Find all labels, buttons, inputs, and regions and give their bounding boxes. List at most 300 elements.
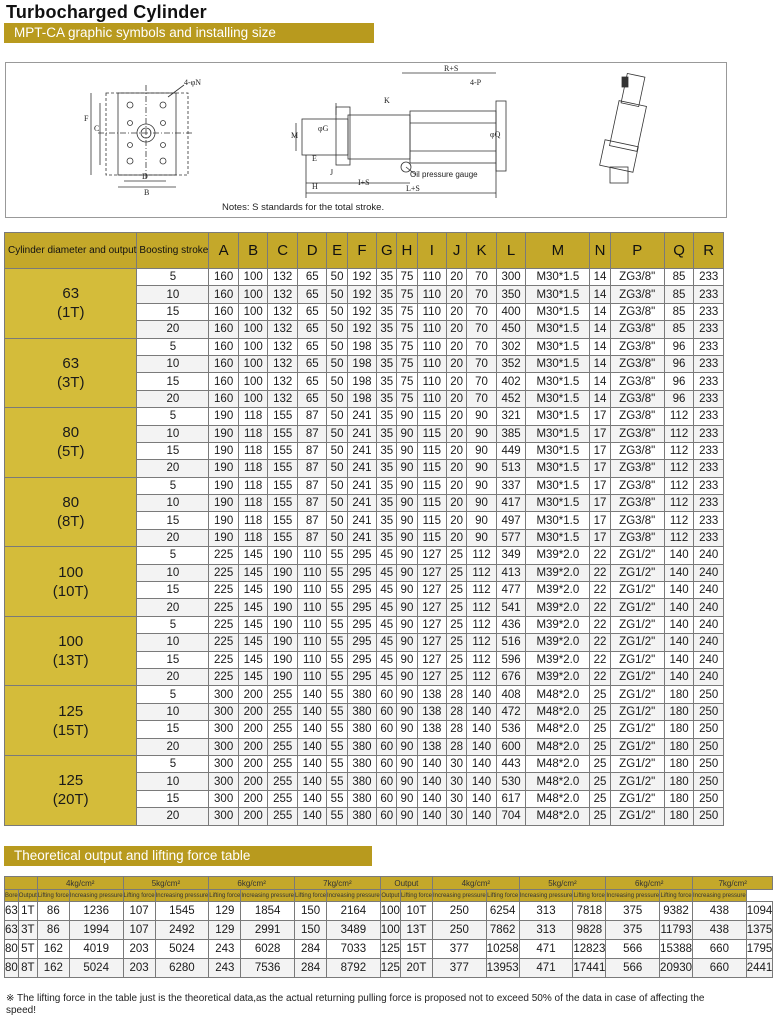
group-diameter: 100 [58,563,84,581]
spec-cell: 198 [347,373,377,390]
header-col-j: J [447,233,467,269]
spec-cell: 45 [377,599,397,616]
spec-cell: 349 [496,547,526,564]
label-g: φG [318,124,329,133]
spec-cell: 22 [590,651,610,668]
spec-cell: 190 [209,512,239,529]
force-cell: 10T [400,902,432,921]
spec-cell: 240 [694,634,724,651]
spec-cell: 65 [297,338,327,355]
spec-cell: 112 [467,564,497,581]
spec-cell: 15 [137,373,209,390]
spec-cell: 90 [467,529,497,546]
spec-cell: 132 [268,321,298,338]
spec-cell: 190 [268,634,298,651]
spec-cell: ZG1/2" [610,790,664,807]
spec-cell: 75 [397,390,417,407]
force-cell: 7033 [327,940,381,959]
spec-cell: 233 [694,373,724,390]
fh-output-b: Output [380,877,432,890]
spec-cell: 25 [590,755,610,772]
spec-cell: 127 [417,651,447,668]
label-k: K [384,96,390,105]
spec-cell: 132 [268,286,298,303]
fh-5kg-b: 5kg/cm² [519,877,606,890]
drawing-notes: Notes: S standards for the total stroke. [222,202,385,213]
spec-cell: 55 [327,582,347,599]
spec-cell: 65 [297,303,327,320]
spec-cell: 138 [417,703,447,720]
spec-cell: 155 [268,425,298,442]
spec-cell: 90 [397,738,417,755]
spec-cell: 140 [417,808,447,825]
spec-cell: 10 [137,634,209,651]
spec-cell: 233 [694,390,724,407]
spec-cell: 14 [590,321,610,338]
spec-cell: M39*2.0 [526,547,590,564]
force-cell: 566 [606,940,660,959]
spec-cell: ZG1/2" [610,547,664,564]
spec-cell: 110 [417,390,447,407]
label-r-s: R+S [444,64,459,73]
spec-cell: M30*1.5 [526,321,590,338]
spec-cell: 70 [467,373,497,390]
group-label [5,547,137,617]
spec-cell: 110 [297,564,327,581]
spec-cell: 90 [397,790,417,807]
force-cell: 203 [123,940,155,959]
group-diameter: 125 [58,772,84,790]
spec-cell: 25 [447,651,467,668]
spec-cell: 20 [447,321,467,338]
spec-cell: ZG3/8" [610,286,664,303]
spec-cell: 140 [297,790,327,807]
spec-cell: 140 [467,773,497,790]
spec-cell: 30 [447,808,467,825]
spec-cell: 145 [238,547,268,564]
spec-cell: 65 [297,321,327,338]
spec-cell: 140 [664,668,694,685]
spec-cell: ZG3/8" [610,390,664,407]
spec-cell: 17 [590,442,610,459]
label-l-s: L+S [406,184,420,193]
spec-cell: 96 [664,338,694,355]
spec-cell: 233 [694,338,724,355]
spec-cell: 25 [447,582,467,599]
group-output: (5T) [56,443,85,461]
spec-cell: 596 [496,651,526,668]
spec-cell: 90 [467,512,497,529]
spec-cell: ZG3/8" [610,408,664,425]
force-cell: 438 [693,921,747,940]
force-row [5,902,773,921]
spec-cell: M30*1.5 [526,373,590,390]
spec-cell: M39*2.0 [526,616,590,633]
spec-cell: 115 [417,408,447,425]
header-col-b: B [238,233,268,269]
spec-cell: 250 [694,721,724,738]
spec-cell: 110 [297,599,327,616]
spec-cell: 10 [137,286,209,303]
group-output: (20T) [52,791,89,809]
spec-cell: 160 [209,373,239,390]
spec-cell: 140 [417,755,447,772]
force-cell: 9382 [660,902,693,921]
spec-cell: 140 [297,808,327,825]
fh-4kg-b: 4kg/cm² [432,877,519,890]
spec-cell: M39*2.0 [526,599,590,616]
spec-cell: 132 [268,303,298,320]
header-col-m: M [526,233,590,269]
group-label [5,408,137,478]
spec-cell: 45 [377,547,397,564]
spec-cell: 127 [417,668,447,685]
spec-cell: 25 [447,668,467,685]
spec-cell: 241 [347,529,377,546]
spec-cell: 90 [467,425,497,442]
spec-cell: 45 [377,634,397,651]
force-cell: 1375 [746,921,773,940]
spec-cell: 10 [137,355,209,372]
spec-cell: 25 [590,738,610,755]
spec-cell: 160 [209,321,239,338]
spec-cell: 110 [417,321,447,338]
spec-cell: 190 [209,442,239,459]
spec-cell: 577 [496,529,526,546]
spec-cell: 180 [664,686,694,703]
force-cell: 20930 [660,959,693,978]
spec-cell: 90 [397,686,417,703]
spec-cell: 350 [496,286,526,303]
spec-cell: 50 [327,512,347,529]
spec-cell: 90 [397,668,417,685]
spec-cell: 25 [447,564,467,581]
spec-cell: 233 [694,460,724,477]
force-table [4,876,773,978]
spec-cell: 225 [209,564,239,581]
spec-cell: 138 [417,721,447,738]
force-cell: 3489 [327,921,381,940]
label-f: F [84,114,89,123]
group-diameter: 100 [58,633,84,651]
spec-cell: 118 [238,529,268,546]
spec-cell: 100 [238,286,268,303]
spec-cell: 160 [209,390,239,407]
spec-cell: 530 [496,773,526,790]
header-col-i: I [417,233,447,269]
spec-cell: 35 [377,529,397,546]
spec-cell: 295 [347,599,377,616]
spec-cell: 55 [327,721,347,738]
spec-cell: 140 [297,703,327,720]
spec-cell: 110 [297,634,327,651]
spec-cell: 60 [377,703,397,720]
spec-cell: 15 [137,582,209,599]
spec-cell: 30 [447,790,467,807]
spec-cell: M48*2.0 [526,773,590,790]
spec-cell: ZG3/8" [610,442,664,459]
spec-cell: 110 [417,373,447,390]
spec-cell: 110 [417,286,447,303]
spec-cell: 541 [496,599,526,616]
spec-cell: 180 [664,703,694,720]
spec-cell: 90 [467,442,497,459]
force-cell: 86 [37,921,69,940]
spec-cell: 155 [268,477,298,494]
spec-cell: 140 [664,582,694,599]
spec-cell: 241 [347,442,377,459]
spec-cell: 240 [694,651,724,668]
spec-cell: 45 [377,616,397,633]
fsub-cell: Lifting force [37,890,69,902]
spec-cell: 60 [377,790,397,807]
spec-cell: 400 [496,303,526,320]
spec-cell: 140 [417,773,447,790]
spec-cell: 477 [496,582,526,599]
spec-cell: 20 [447,477,467,494]
spec-cell: 443 [496,755,526,772]
force-cell: 243 [209,959,241,978]
force-cell: 2991 [241,921,295,940]
spec-cell: 15 [137,303,209,320]
spec-cell: 250 [694,686,724,703]
group-output: (10T) [52,582,89,600]
spec-cell: 190 [268,668,298,685]
spec-cell: M30*1.5 [526,460,590,477]
spec-cell: M30*1.5 [526,390,590,407]
spec-cell: 25 [590,790,610,807]
spec-cell: 90 [397,755,417,772]
spec-cell: 50 [327,425,347,442]
spec-cell: 96 [664,355,694,372]
spec-cell: 380 [347,703,377,720]
spec-cell: 240 [694,616,724,633]
force-cell: 6280 [155,959,209,978]
spec-cell: 233 [694,355,724,372]
spec-cell: 45 [377,564,397,581]
label-i-s: I+S [358,178,370,187]
spec-cell: 15 [137,442,209,459]
spec-cell: ZG1/2" [610,703,664,720]
spec-cell: 25 [590,773,610,790]
force-cell: 4019 [69,940,123,959]
group-diameter: 63 [62,285,80,303]
force-cell: 284 [295,940,327,959]
spec-cell: 380 [347,808,377,825]
spec-cell: 22 [590,599,610,616]
spec-cell: 35 [377,460,397,477]
spec-cell: ZG1/2" [610,755,664,772]
force-cell: 15388 [660,940,693,959]
spec-cell: ZG3/8" [610,303,664,320]
spec-cell: M30*1.5 [526,529,590,546]
force-cell: 5T [18,940,37,959]
force-cell: 162 [37,940,69,959]
force-cell: 15T [400,940,432,959]
force-cell: 2492 [155,921,209,940]
spec-cell: 35 [377,355,397,372]
force-row [5,959,773,978]
spec-cell: 112 [467,547,497,564]
spec-cell: ZG1/2" [610,564,664,581]
spec-cell: 55 [327,564,347,581]
spec-cell: 70 [467,338,497,355]
spec-cell: 17 [590,408,610,425]
spec-cell: 452 [496,390,526,407]
force-cell: 125 [380,959,400,978]
spec-cell: 180 [664,755,694,772]
spec-cell: 145 [238,668,268,685]
spec-cell: 449 [496,442,526,459]
spec-cell: 20 [447,390,467,407]
spec-cell: 35 [377,338,397,355]
spec-cell: 233 [694,477,724,494]
spec-cell: 233 [694,408,724,425]
spec-cell: 255 [268,738,298,755]
spec-cell: 10 [137,495,209,512]
fh-6kg-b: 6kg/cm² [606,877,693,890]
spec-cell: 295 [347,564,377,581]
spec-cell: 55 [327,703,347,720]
spec-cell: 45 [377,582,397,599]
force-cell: 9828 [573,921,606,940]
spec-cell: 140 [467,721,497,738]
spec-cell: 112 [664,408,694,425]
spec-cell: 300 [209,703,239,720]
spec-cell: 20 [137,738,209,755]
spec-cell: 380 [347,721,377,738]
group-output: (8T) [56,512,85,530]
spec-cell: 190 [268,599,298,616]
spec-cell: 87 [297,512,327,529]
spec-cell: 25 [447,599,467,616]
spec-cell: 87 [297,460,327,477]
spec-cell: 22 [590,616,610,633]
fsub-bore: Bore [5,890,19,902]
spec-cell: 127 [417,564,447,581]
spec-cell: 90 [397,564,417,581]
spec-cell: 5 [137,477,209,494]
spec-cell: 70 [467,355,497,372]
spec-cell: 241 [347,495,377,512]
spec-cell: 200 [238,808,268,825]
spec-cell: 155 [268,460,298,477]
spec-cell: 90 [397,425,417,442]
force-cell: 243 [209,940,241,959]
force-cell: 7862 [486,921,519,940]
label-c: C [94,124,100,133]
label-m: M [291,131,299,140]
spec-cell: 112 [664,495,694,512]
spec-cell: 250 [694,790,724,807]
spec-cell: 87 [297,408,327,425]
fsub-cell: Lifting force [400,890,432,902]
spec-cell: 198 [347,338,377,355]
spec-cell: M39*2.0 [526,582,590,599]
label-e: E [312,154,317,163]
spec-cell: 55 [327,651,347,668]
force-cell: 80 [5,959,19,978]
spec-cell: 30 [447,755,467,772]
spec-cell: 600 [496,738,526,755]
spec-cell: 90 [397,773,417,790]
spec-cell: 413 [496,564,526,581]
force-cell: 1795 [746,940,773,959]
spec-cell: 20 [137,460,209,477]
spec-cell: 250 [694,773,724,790]
spec-cell: 225 [209,668,239,685]
spec-cell: 140 [467,790,497,807]
spec-row [5,408,724,425]
force-cell: 12823 [573,940,606,959]
spec-cell: 112 [664,442,694,459]
spec-cell: 14 [590,390,610,407]
spec-cell: ZG1/2" [610,616,664,633]
spec-cell: 385 [496,425,526,442]
spec-cell: 87 [297,495,327,512]
spec-cell: 60 [377,773,397,790]
spec-cell: 20 [447,338,467,355]
spec-cell: 112 [467,651,497,668]
page-title: Turbocharged Cylinder [6,2,207,22]
spec-cell: 255 [268,773,298,790]
spec-cell: 35 [377,269,397,286]
fsub-cell: Lifting force [209,890,241,902]
spec-cell: 90 [397,477,417,494]
spec-cell: 145 [238,599,268,616]
spec-cell: 5 [137,755,209,772]
spec-cell: 17 [590,512,610,529]
spec-cell: 25 [590,686,610,703]
spec-row [5,755,724,772]
spec-cell: 65 [297,390,327,407]
spec-cell: 22 [590,668,610,685]
fh-7kg-a: 7kg/cm² [295,877,381,890]
spec-cell: 233 [694,303,724,320]
spec-cell: 302 [496,338,526,355]
force-header-sub [5,890,773,902]
fh-4kg-a: 4kg/cm² [37,877,123,890]
force-cell: 125 [380,940,400,959]
label-nphi: 4-φN [184,78,202,87]
spec-cell: 300 [209,808,239,825]
spec-cell: 450 [496,321,526,338]
spec-cell: 90 [397,634,417,651]
spec-cell: 60 [377,808,397,825]
spec-cell: 35 [377,512,397,529]
force-cell: 162 [37,959,69,978]
spec-cell: 90 [397,442,417,459]
spec-cell: 25 [590,808,610,825]
group-output: (1T) [56,304,85,322]
spec-cell: 132 [268,355,298,372]
spec-cell: 110 [417,303,447,320]
spec-cell: 200 [238,686,268,703]
header-col-q: Q [664,233,694,269]
force-cell: 150 [295,921,327,940]
force-cell: 375 [606,921,660,940]
spec-cell: 20 [447,529,467,546]
spec-cell: 115 [417,460,447,477]
spec-cell: M30*1.5 [526,408,590,425]
spec-cell: 60 [377,721,397,738]
spec-cell: 240 [694,564,724,581]
fh-7kg-b: 7kg/cm² [693,877,773,890]
spec-cell: 140 [664,564,694,581]
spec-cell: 180 [664,808,694,825]
spec-cell: 402 [496,373,526,390]
spec-cell: 25 [447,547,467,564]
